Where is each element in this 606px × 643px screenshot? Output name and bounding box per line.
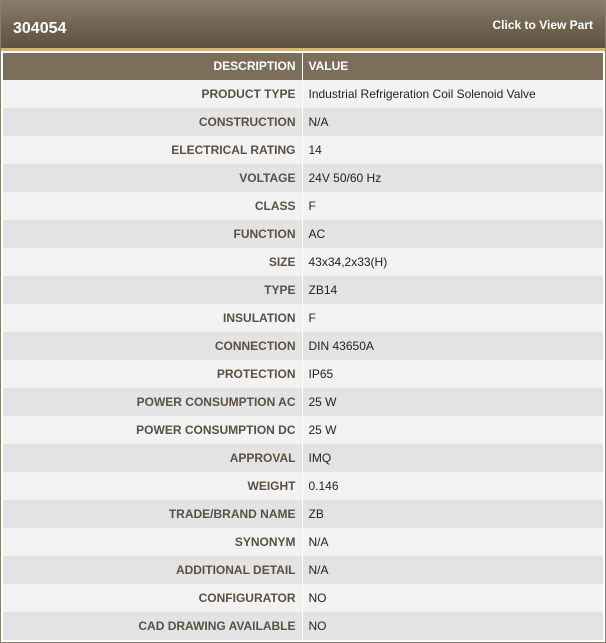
- spec-label: FUNCTION: [3, 220, 302, 248]
- spec-label: SYNONYM: [3, 528, 302, 556]
- table-row: [3, 360, 603, 388]
- table-row: [3, 444, 603, 472]
- spec-value: 24V 50/60 Hz: [302, 164, 603, 192]
- spec-label: CONFIGURATOR: [3, 584, 302, 612]
- spec-table-body: [3, 80, 603, 640]
- spec-label: SIZE: [3, 248, 302, 276]
- spec-value: 43x34,2x33(H): [302, 248, 603, 276]
- spec-value: N/A: [302, 556, 603, 584]
- panel-header: [1, 1, 605, 51]
- table-row: [3, 500, 603, 528]
- table-row: [3, 304, 603, 332]
- description-column-header: DESCRIPTION: [3, 53, 302, 80]
- spec-table-header: [3, 53, 603, 80]
- spec-label: WEIGHT: [3, 472, 302, 500]
- spec-label: POWER CONSUMPTION AC: [3, 388, 302, 416]
- table-row: [3, 472, 603, 500]
- spec-label: APPROVAL: [3, 444, 302, 472]
- table-row: [3, 584, 603, 612]
- spec-value: 25 W: [302, 416, 603, 444]
- spec-label: CAD DRAWING AVAILABLE: [3, 612, 302, 640]
- spec-label: INSULATION: [3, 304, 302, 332]
- spec-value: N/A: [302, 108, 603, 136]
- table-row: [3, 556, 603, 584]
- spec-label: CLASS: [3, 192, 302, 220]
- spec-value: NO: [302, 584, 603, 612]
- spec-value: 0.146: [302, 472, 603, 500]
- table-row: [3, 276, 603, 304]
- spec-label: ELECTRICAL RATING: [3, 136, 302, 164]
- spec-label: CONSTRUCTION: [3, 108, 302, 136]
- spec-table: [3, 53, 603, 640]
- view-part-link[interactable]: Click to View Part: [492, 18, 593, 32]
- table-row: [3, 332, 603, 360]
- table-row: [3, 192, 603, 220]
- spec-label: PRODUCT TYPE: [3, 80, 302, 108]
- spec-value: N/A: [302, 528, 603, 556]
- column-header-row: [3, 53, 603, 80]
- spec-value: DIN 43650A: [302, 332, 603, 360]
- spec-label: CONNECTION: [3, 332, 302, 360]
- table-row: [3, 80, 603, 108]
- spec-value: ZB: [302, 500, 603, 528]
- spec-value: F: [302, 304, 603, 332]
- spec-value: IMQ: [302, 444, 603, 472]
- table-row: [3, 108, 603, 136]
- table-row: [3, 220, 603, 248]
- spec-value: AC: [302, 220, 603, 248]
- table-row: [3, 164, 603, 192]
- spec-value: IP65: [302, 360, 603, 388]
- spec-value: 14: [302, 136, 603, 164]
- table-row: [3, 388, 603, 416]
- table-row: [3, 528, 603, 556]
- spec-value: F: [302, 192, 603, 220]
- table-row: [3, 416, 603, 444]
- table-row: [3, 136, 603, 164]
- spec-label: ADDITIONAL DETAIL: [3, 556, 302, 584]
- spec-value: Industrial Refrigeration Coil Solenoid Valve: [302, 80, 603, 108]
- spec-label: TRADE/BRAND NAME: [3, 500, 302, 528]
- part-number-title: 304054: [13, 20, 67, 37]
- spec-label: TYPE: [3, 276, 302, 304]
- spec-value: 25 W: [302, 388, 603, 416]
- spec-label: VOLTAGE: [3, 164, 302, 192]
- value-column-header: VALUE: [302, 53, 603, 80]
- spec-value: ZB14: [302, 276, 603, 304]
- spec-label: PROTECTION: [3, 360, 302, 388]
- table-row: [3, 612, 603, 640]
- table-row: [3, 248, 603, 276]
- spec-value: NO: [302, 612, 603, 640]
- spec-label: POWER CONSUMPTION DC: [3, 416, 302, 444]
